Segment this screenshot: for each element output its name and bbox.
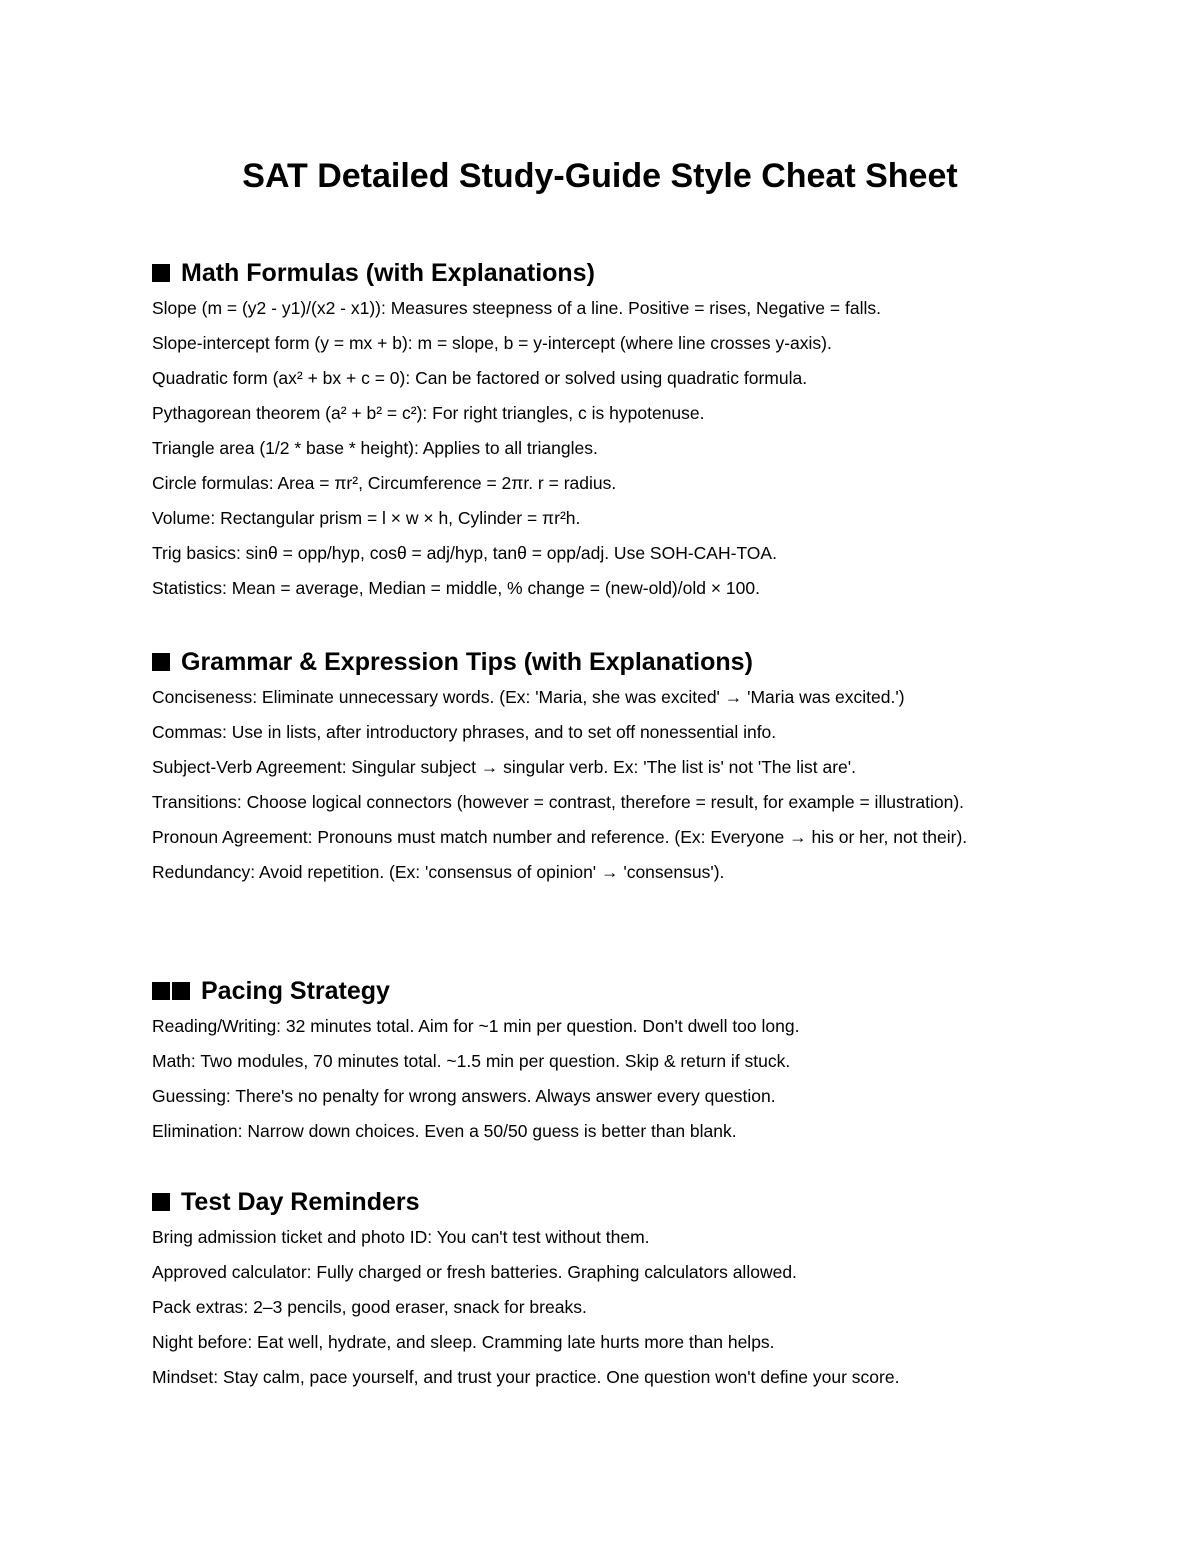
list-item: Pack extras: 2–3 pencils, good eraser, snack for breaks. bbox=[152, 1297, 587, 1317]
list-item: Quadratic form (ax² + bx + c = 0): Can be factored or solved using quadratic formula. bbox=[152, 368, 808, 388]
black-square-bullet-icon bbox=[172, 982, 190, 1000]
list-item: Night before: Eat well, hydrate, and sleep. Cramming late hurts more than helps. bbox=[152, 1332, 775, 1352]
section-heading-math bbox=[152, 256, 1032, 290]
list-item: Volume: Rectangular prism = l × w × h, Cylinder = πr²h. bbox=[152, 508, 581, 528]
list-item: Elimination: Narrow down choices. Even a 50/50 guess is better than blank. bbox=[152, 1121, 737, 1141]
section-pacing-strategy bbox=[152, 974, 1032, 1155]
list-item: Slope-intercept form (y = mx + b): m = slope, b = y-intercept (where line crosses y-axis). bbox=[152, 333, 832, 353]
list-item: Statistics: Mean = average, Median = middle, % change = (new-old)/old × 100. bbox=[152, 578, 760, 598]
section-heading-testday bbox=[152, 1185, 1032, 1219]
list-item: Bring admission ticket and photo ID: You can't test without them. bbox=[152, 1227, 650, 1247]
list-item: Pronoun Agreement: Pronouns must match number and reference. (Ex: Everyone → his or her, not their). bbox=[152, 827, 968, 847]
section-heading-text: Grammar & Expression Tips (with Explanations) bbox=[181, 648, 753, 676]
page-title: SAT Detailed Study-Guide Style Cheat Sheet bbox=[242, 157, 958, 195]
list-item: Guessing: There's no penalty for wrong answers. Always answer every question. bbox=[152, 1086, 776, 1106]
list-item: Slope (m = (y2 - y1)/(x2 - x1)): Measures steepness of a line. Positive = rises, Negative = falls. bbox=[152, 298, 881, 318]
list-item: Circle formulas: Area = πr², Circumference = 2πr. r = radius. bbox=[152, 473, 617, 493]
section-heading-text: Test Day Reminders bbox=[181, 1188, 420, 1216]
list-item: Reading/Writing: 32 minutes total. Aim for ~1 min per question. Don't dwell too long. bbox=[152, 1016, 800, 1036]
list-item: Commas: Use in lists, after introductory phrases, and to set off nonessential info. bbox=[152, 722, 777, 742]
section-heading-pacing bbox=[152, 974, 1032, 1008]
list-item: Approved calculator: Fully charged or fresh batteries. Graphing calculators allowed. bbox=[152, 1262, 797, 1282]
black-square-bullet-icon bbox=[152, 653, 170, 671]
list-item: Subject-Verb Agreement: Singular subject → singular verb. Ex: 'The list is' not 'The list are'. bbox=[152, 757, 856, 777]
section-grammar-tips bbox=[152, 645, 1032, 896]
list-item: Trig basics: sinθ = opp/hyp, cosθ = adj/hyp, tanθ = opp/adj. Use SOH-CAH-TOA. bbox=[152, 543, 777, 563]
section-heading-text: Pacing Strategy bbox=[201, 977, 390, 1005]
black-square-bullet-icon bbox=[152, 982, 170, 1000]
section-math-formulas bbox=[152, 256, 1032, 612]
section-heading-grammar bbox=[152, 645, 1032, 679]
list-item: Mindset: Stay calm, pace yourself, and trust your practice. One question won't define your score. bbox=[152, 1367, 900, 1387]
section-heading-text: Math Formulas (with Explanations) bbox=[181, 259, 595, 287]
list-item: Redundancy: Avoid repetition. (Ex: 'consensus of opinion' → 'consensus'). bbox=[152, 862, 725, 882]
section-test-day-reminders bbox=[152, 1185, 1032, 1401]
list-item: Transitions: Choose logical connectors (however = contrast, therefore = result, for example = illustration). bbox=[152, 792, 965, 812]
black-square-bullet-icon bbox=[152, 1193, 170, 1211]
black-square-bullet-icon bbox=[152, 264, 170, 282]
list-item: Conciseness: Eliminate unnecessary words. (Ex: 'Maria, she was excited' → 'Maria was excited.') bbox=[152, 687, 905, 707]
list-item: Triangle area (1/2 * base * height): Applies to all triangles. bbox=[152, 438, 598, 458]
list-item: Pythagorean theorem (a² + b² = c²): For right triangles, c is hypotenuse. bbox=[152, 403, 705, 423]
list-item: Math: Two modules, 70 minutes total. ~1.5 min per question. Skip & return if stuck. bbox=[152, 1051, 791, 1071]
